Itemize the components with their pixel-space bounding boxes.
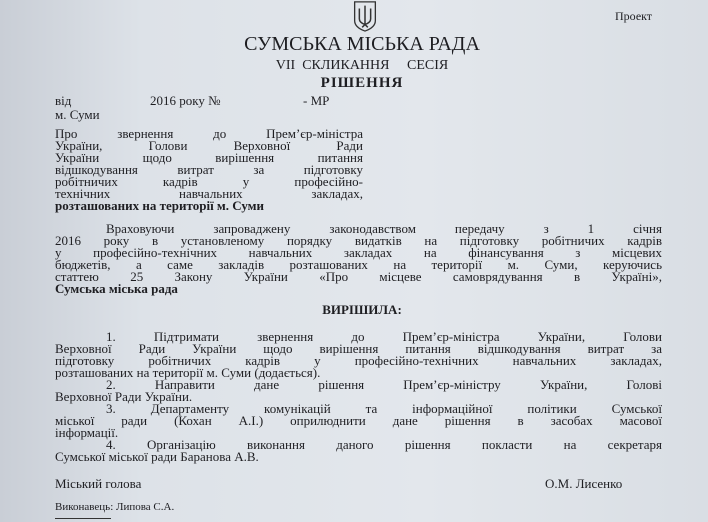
- date-year: 2016 року №: [150, 93, 221, 108]
- resolution-item-line: Верховної Ради України щодо вирішення питання відшкодування витрат за: [55, 341, 662, 356]
- signature-position: Міський голова: [55, 476, 142, 491]
- document-type: РІШЕННЯ: [320, 75, 404, 91]
- city: м. Суми: [55, 107, 100, 122]
- subject-line: Про звернення до Прем’єр-міністра: [55, 126, 363, 141]
- subject-line: розташованих на території м. Суми: [55, 198, 265, 213]
- preamble-line: бюджетів, а саме закладів розташованих на території м. Суми, керуючись: [55, 257, 662, 272]
- signature-name: О.М. Лисенко: [545, 476, 623, 491]
- preamble-line: у професійно-технічних навчальних закладах на фінансування з місцевих: [55, 245, 662, 260]
- subject-line: технічних навчальних закладах,: [55, 186, 363, 201]
- subject-line: робітничих кадрів у професійно-: [55, 174, 363, 189]
- decision-number: - МР: [303, 93, 330, 108]
- resolution-item-line: міської ради (Кохан А.І.) оприлюднити дане рішення в засобах масової: [55, 413, 662, 428]
- executor: Виконавець: Липова С.А.: [55, 501, 175, 513]
- divider: [55, 518, 111, 519]
- resolution-item-line: інформації.: [55, 425, 119, 440]
- preamble-line: 2016 року в установленому порядку видатків на підготовку робітничих кадрів: [55, 233, 662, 248]
- resolution-item-line: 1. Підтримати звернення до Прем’єр-міністра України, Голови: [106, 329, 662, 344]
- resolution-item-line: розташованих на території м. Суми (додається).: [55, 365, 321, 380]
- resolution-item-line: 4. Організацію виконання даного рішення покласти на секретаря: [106, 437, 662, 452]
- preamble-line: Сумська міська рада: [55, 281, 178, 296]
- subject-line: України, Голови Верховної Ради: [55, 138, 363, 153]
- date-from: від: [55, 93, 72, 108]
- council-title: СУМСЬКА МІСЬКА РАДА: [244, 33, 480, 55]
- coat-of-arms-icon: [351, 0, 379, 32]
- preamble-line: Враховуючи запроваджену законодавством передачу з 1 січня: [106, 221, 662, 236]
- resolution-item-line: підготовку робітничих кадрів у професійно-технічних навчальних закладах,: [55, 353, 662, 368]
- resolution-item-line: Сумської міської ради Баранова А.В.: [55, 449, 259, 464]
- convocation-line: VII СКЛИКАННЯ СЕСІЯ: [275, 58, 449, 73]
- subject-line: України щодо вирішення питання: [55, 150, 363, 165]
- draft-label: Проект: [615, 9, 653, 23]
- resolution-item-line: 2. Направити дане рішення Прем’єр-міністру України, Голові: [106, 377, 662, 392]
- preamble-line: статтею 25 Закону України «Про місцеве самоврядування в Україні»,: [55, 269, 662, 284]
- subject-line: відшкодування витрат за підготовку: [55, 162, 363, 177]
- resolution-item-line: 3. Департаменту комунікацій та інформаційної політики Сумської: [106, 401, 662, 416]
- decided-heading: ВИРІШИЛА:: [322, 302, 402, 317]
- resolution-item-line: Верховної Ради України.: [55, 389, 193, 404]
